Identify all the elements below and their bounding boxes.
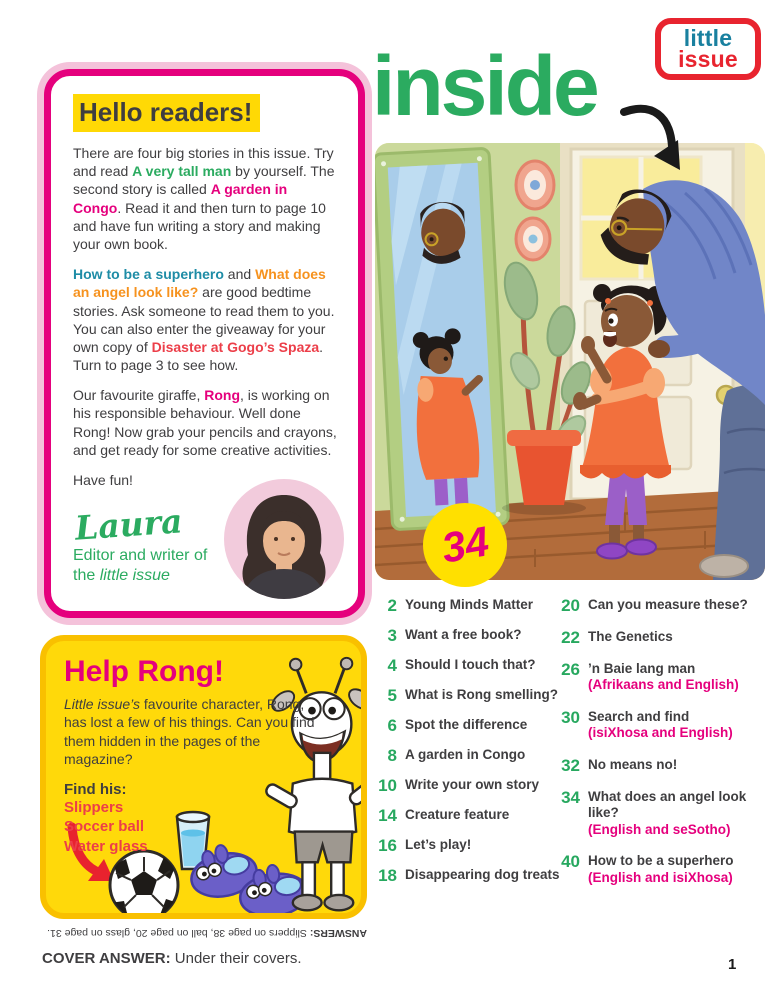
toc-entry [372,597,552,614]
hidden-answers-upside-down: ANSWERS: Slippers on page 38, ball on page 20, glass on page 31. [47,927,367,939]
toc-language-note: (English and isiXhosa) [588,869,733,885]
toc-title: Disappearing dog treats [405,867,560,882]
toc-page-number: 4 [387,656,397,675]
toc-entry [372,627,552,644]
toc-entry [372,747,552,764]
toc-entry [372,657,552,674]
toc-title: Young Minds Matter [405,597,533,612]
editor-photo [224,479,344,599]
cover-answer: COVER ANSWER: Under their covers. [42,950,302,967]
soccer-ball-icon [110,851,178,919]
editor-letter-box [44,69,365,618]
toc-page-number: 32 [561,755,580,775]
toc-language-note: (English and seSotho) [588,821,731,837]
toc-title: The Genetics [588,629,673,644]
toc-title: Can you measure these? [588,597,748,612]
toc-title: Creature feature [405,807,510,822]
toc-title: Want a free book? [405,627,522,642]
toc-entry [372,807,552,824]
toc-entry [555,789,768,838]
toc-title: What is Rong smelling? [405,687,559,702]
find-his-label: Find his: [64,780,127,798]
toc-page-number: 18 [378,866,397,885]
help-rong-box [40,635,367,919]
toc-page-number: 2 [387,596,397,615]
toc-page-number: 8 [387,746,397,765]
toc-entry [372,686,559,705]
toc-entry [555,709,768,742]
toc-page-number: 5 [387,686,397,705]
toc-page-number: 14 [378,806,397,825]
toc-title: Let’s play! [405,837,472,852]
find-item-soccer-ball: Soccer ball [64,818,145,836]
editor-signature: Laura [73,501,184,548]
letter-paragraph-3: Our favourite giraffe, Rong, is working on his responsible behaviour. Well done Rong! Now grab your pencils and crayons, and get ready for some creative activities. [73,387,337,458]
curved-arrow-icon [618,100,692,180]
toc-title: A garden in Congo [405,747,526,762]
toc-page-number: 10 [378,776,397,795]
toc-entry [372,717,552,734]
toc-page-number: 3 [387,626,397,645]
toc-entry [555,597,768,614]
inside-heading: inside [372,39,597,133]
toc-entry [372,777,552,794]
toc-title: ’n Baie lang man [588,661,696,676]
letter-paragraph-2: How to be a superhero and What does an angel look like? are good bedtime stories. Ask someone to read them to you. You can also enter the giveaway for your own copy of Disaster at Gogo’s Spaza. Turn to page 3 to see how. [73,266,335,374]
hello-readers-title: Hello readers! [73,94,260,132]
toc-page-number: 26 [561,660,580,679]
find-item-slippers: Slippers [64,798,124,816]
mirror [375,148,509,530]
contents-column-left [372,596,560,885]
folio-page-number: 1 [728,956,737,973]
toc-page-number: 6 [387,716,397,735]
toc-page-number: 34 [561,787,580,807]
letter-closing: Have fun! [73,472,133,488]
toc-entry [555,853,768,886]
toc-page-number: 40 [561,852,580,872]
little-issue-logo [655,18,761,80]
toc-title: Write your own story [405,777,540,792]
toc-title: How to be a superhero [588,853,734,869]
page-badge [423,503,507,587]
page-badge-number: 34 [437,517,492,572]
logo-word-issue: issue [678,46,738,72]
toc-page-number: 16 [378,836,397,855]
toc-title: Spot the difference [405,717,528,732]
hallway-illustration [375,143,765,580]
toc-entry [372,837,552,854]
toc-entry [555,661,768,694]
toc-title: Should I touch that? [405,657,536,672]
toc-title: What does an angel look like? [588,788,747,821]
find-item-water-glass: Water glass [64,837,148,855]
contents-column-right [555,597,768,886]
toc-entry [372,866,560,885]
mirror-scene-illustration [375,143,765,580]
help-rong-title: Help Rong! [64,655,224,688]
toc-entry [555,757,768,774]
toc-entry [555,629,768,646]
letter-paragraph-1: There are four big stories in this issue. Try and read A very tall man by yourself. The second story is called A garden in Congo. Read it and then turn to page 10 and have fun writing a story and making your own book. [73,145,335,252]
toc-language-note: (Afrikaans and English) [588,677,739,693]
editor-portrait-illustration [224,479,344,599]
toc-title: Search and find [588,708,690,724]
toc-page-number: 22 [561,628,580,647]
help-rong-intro: Little issue’s favourite character, Rong, has lost a few of his things. Can you find them hidden in the pages of the magazine? [64,696,315,768]
toc-language-note: (isiXhosa and English) [588,725,733,741]
toc-title: No means no! [588,756,678,772]
toc-page-number: 20 [561,596,580,615]
editor-byline: Editor and writer of the little issue [73,547,208,585]
toc-page-number: 30 [561,707,580,727]
logo-word-little: little [683,24,733,51]
